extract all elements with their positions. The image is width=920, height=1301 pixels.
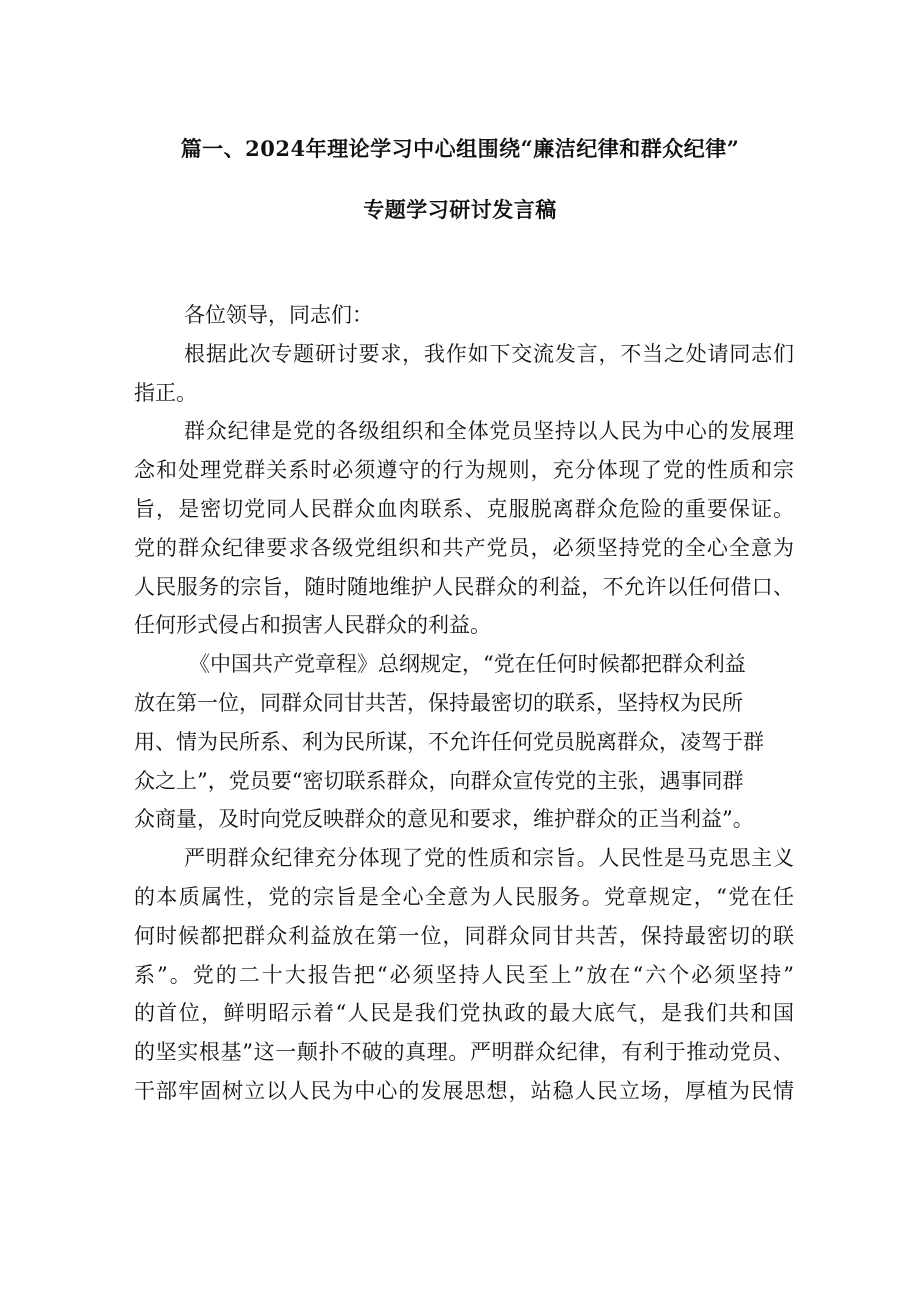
body-line: 众商量，及时向党反映群众的意见和要求，维护群众的正当利益”。	[134, 807, 754, 832]
body-line: 各位领导，同志们：	[184, 303, 373, 327]
body-line: 根据此次专题研讨要求，我作如下交流发言，不当之处请同志们	[184, 341, 794, 366]
body-line: 的首位，鲜明昭示着“人民是我们党执政的最大底气，是我们共和国	[134, 1001, 794, 1026]
body-line: 的坚实根基”这一颠扑不破的真理。严明群众纪律，有利于推动党员、	[134, 1040, 794, 1065]
document-title-line-1: 篇一、2024年理论学习中心组围绕“廉洁纪律和群众纪律”	[180, 136, 740, 161]
body-line: 指正。	[134, 380, 197, 405]
body-line: 用、情为民所系、利为民所谋，不允许任何党员脱离群众，凌驾于群	[134, 729, 764, 754]
body-line: 群众纪律是党的各级组织和全体党员坚持以人民为中心的发展理	[184, 419, 794, 444]
body-line: 系”。党的二十大报告把“必须坚持人民至上”放在“六个必须坚持”	[134, 962, 794, 987]
body-line: 《中国共产党章程》总纲规定，“党在任何时候都把群众利益	[189, 652, 746, 677]
body-line: 任何形式侵占和损害人民群众的利益。	[134, 613, 491, 638]
body-line: 干部牢固树立以人民为中心的发展思想，站稳人民立场，厚植为民情	[134, 1078, 794, 1103]
document-title-line-2: 专题学习研讨发言稿	[363, 197, 557, 222]
body-line: 的本质属性，党的宗旨是全心全意为人民服务。党章规定，“党在任	[134, 884, 794, 909]
body-line: 严明群众纪律充分体现了党的性质和宗旨。人民性是马克思主义	[184, 846, 794, 871]
body-line: 人民服务的宗旨，随时随地维护人民群众的利益，不允许以任何借口、	[134, 574, 794, 599]
body-line: 何时候都把群众利益放在第一位，同群众同甘共苦，保持最密切的联	[134, 923, 794, 948]
body-line: 旨，是密切党同人民群众血肉联系、克服脱离群众危险的重要保证。	[134, 496, 794, 521]
body-line: 众之上”，党员要“密切联系群众，向群众宣传党的主张，遇事同群	[134, 768, 744, 793]
body-line: 放在第一位，同群众同甘共苦，保持最密切的联系，坚持权为民所	[134, 690, 743, 715]
document-body	[134, 296, 794, 1111]
body-line: 念和处理党群关系时必须遵守的行为规则，充分体现了党的性质和宗	[134, 458, 794, 483]
body-line: 党的群众纪律要求各级党组织和共产党员，必须坚持党的全心全意为	[134, 535, 794, 560]
